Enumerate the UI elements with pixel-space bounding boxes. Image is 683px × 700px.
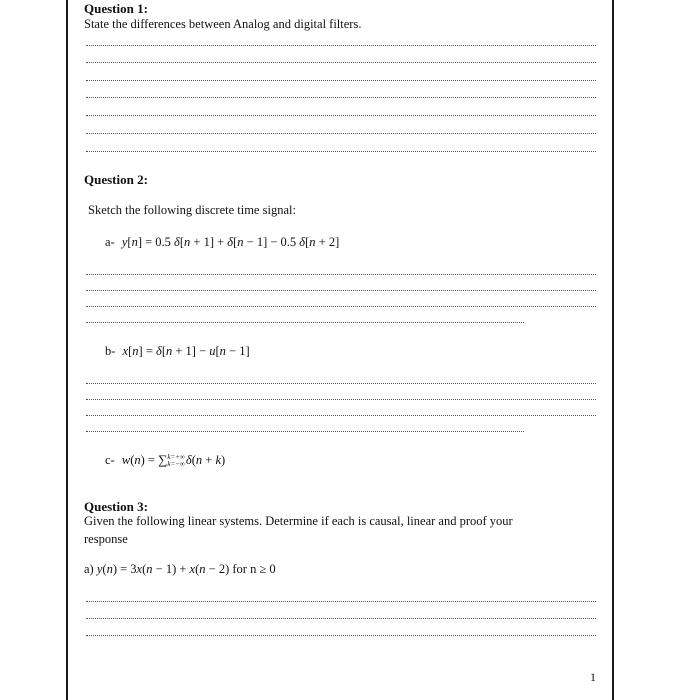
equation-3a: y(n) = 3x(n − 1) + x(n − 2) — [96, 562, 230, 576]
answer-line — [86, 306, 596, 307]
equation-2a: y[n] = 0.5 δ[n + 1] + δ[n − 1] − 0.5 δ[n + 2] — [121, 235, 340, 249]
answer-line — [86, 115, 596, 116]
equation-2c: w(n) = ∑k=+∞ k=−∞δ(n + k) — [121, 452, 226, 469]
answer-line — [86, 415, 596, 416]
answer-line — [86, 618, 596, 619]
answer-line — [86, 80, 596, 81]
summation-symbol: ∑ — [158, 452, 168, 467]
answer-line — [86, 274, 596, 275]
equation-3a-condition: for n ≥ 0 — [232, 562, 276, 576]
question-2b-label: b- — [105, 344, 116, 358]
question-1-prompt: State the differences between Analog and digital filters. — [84, 17, 362, 31]
question-3-prompt-line-1: Given the following linear systems. Determine if each is causal, linear and proof your — [84, 514, 513, 528]
question-1-title: Question 1: — [84, 1, 148, 16]
question-2c-label: c- — [105, 453, 115, 467]
question-2b-equation — [105, 344, 250, 359]
question-3-prompt-line-2: response — [84, 532, 128, 546]
answer-line — [86, 601, 596, 602]
question-3a-equation — [84, 562, 276, 577]
question-2c-equation — [105, 452, 225, 468]
answer-line — [86, 290, 596, 291]
answer-line — [86, 322, 524, 323]
page-right-border — [612, 0, 614, 700]
answer-line — [86, 45, 596, 46]
answer-line — [86, 383, 596, 384]
question-2-title: Question 2: — [84, 172, 148, 187]
page-number: 1 — [590, 670, 596, 684]
answer-line — [86, 62, 596, 63]
question-2a-label: a- — [105, 235, 115, 249]
answer-line — [86, 97, 596, 98]
summation-lower-limit: k=−∞ — [167, 460, 185, 469]
answer-line — [86, 431, 524, 432]
answer-line — [86, 133, 596, 134]
answer-line — [86, 635, 596, 636]
question-2-prompt: Sketch the following discrete time signal: — [88, 203, 296, 217]
summation-limits — [167, 454, 185, 468]
equation-2b: x[n] = δ[n + 1] − u[n − 1] — [122, 344, 250, 358]
question-3a-label: a) — [84, 562, 94, 576]
summation-upper-limit: k=+∞ — [167, 453, 185, 462]
answer-line — [86, 399, 596, 400]
answer-line — [86, 151, 596, 152]
page-left-border — [66, 0, 68, 700]
question-3-title: Question 3: — [84, 499, 148, 514]
question-2a-equation — [105, 235, 339, 250]
